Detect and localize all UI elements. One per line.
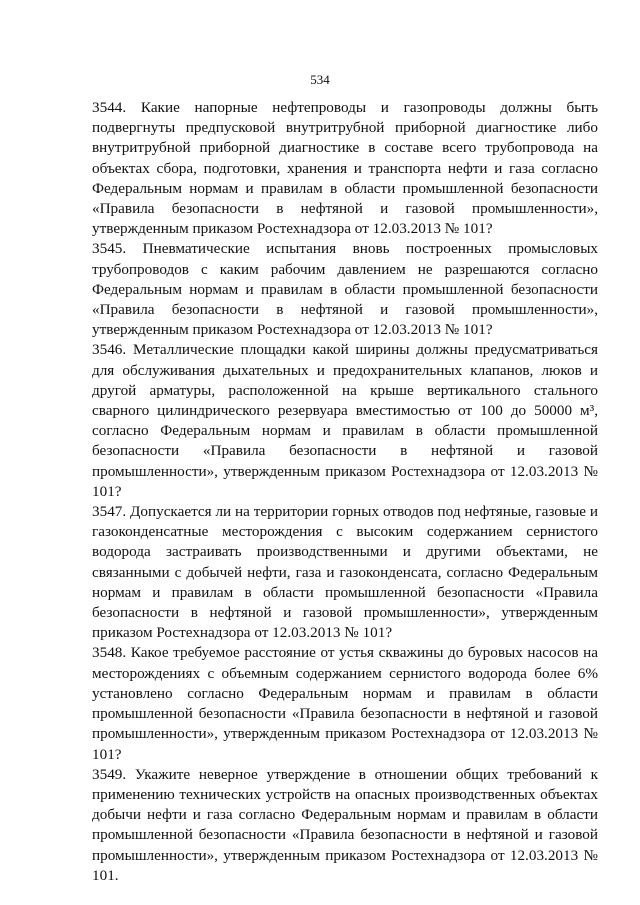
question-list [92,98,598,886]
question-3547: 3547. Допускается ли на территории горных отводов под нефтяные, газовые и газоконденсатные месторождения с высоким содержанием сернистого водорода застраивать производственными и другими объектами, не связанными с добычей нефти, газа и газоконденсата, согласно Федеральным нормам и правилам в области промышленной безопасности «Правила безопасности в нефтяной и газовой промышленности», утвержденным приказом Ростехнадзора от 12.03.2013 № 101? [92,503,598,642]
question-3546: 3546. Металлические площадки какой ширины должны предусматриваться для обслуживания дыхательных и предохранительных клапанов, люков и другой арматуры, расположенной на крыше вертикального стального сварного цилиндрического резервуара вместимостью от 100 до 50000 м³, согласно Федеральным нормам и правилам в области промышленной безопасности «Правила безопасности в нефтяной и газовой промышленности», утвержденным приказом Ростехнадзора от 12.03.2013 № 101? [92,341,598,500]
question-3549: 3549. Укажите неверное утверждение в отношении общих требований к применению технических устройств на опасных производственных объектах добычи нефти и газа согласно Федеральным нормам и правилам в области промышленной безопасности «Правила безопасности в нефтяной и газовой промышленности», утвержденным приказом Ростехнадзора от 12.03.2013 № 101. [92,765,598,884]
question-3548: 3548. Какое требуемое расстояние от устья скважины до буровых насосов на месторождениях с объемным содержанием сернистого водорода более 6% установлено согласно Федеральным нормам и правилам в области промышленной безопасности «Правила безопасности в нефтяной и газовой промышленности», утвержденным приказом Ростехнадзора от 12.03.2013 № 101? [92,644,598,763]
question-3544: 3544. Какие напорные нефтепроводы и газопроводы должны быть подвергнуты предпусковой внутритрубной приборной диагностике либо внутритрубной приборной диагностике в составе всего трубопровода на объектах сбора, подготовки, хранения и транспорта нефти и газа согласно Федеральным нормам и правилам в области промышленной безопасности «Правила безопасности в нефтяной и газовой промышленности», утвержденным приказом Ростехнадзора от 12.03.2013 № 101? [92,99,598,238]
question-3545: 3545. Пневматические испытания вновь построенных промысловых трубопроводов с каким рабочим давлением не разрешаются согласно Федеральным нормам и правилам в области промышленной безопасности «Правила безопасности в нефтяной и газовой промышленности», утвержденным приказом Ростехнадзора от 12.03.2013 № 101? [92,240,598,339]
page-number: 534 [310,72,330,87]
